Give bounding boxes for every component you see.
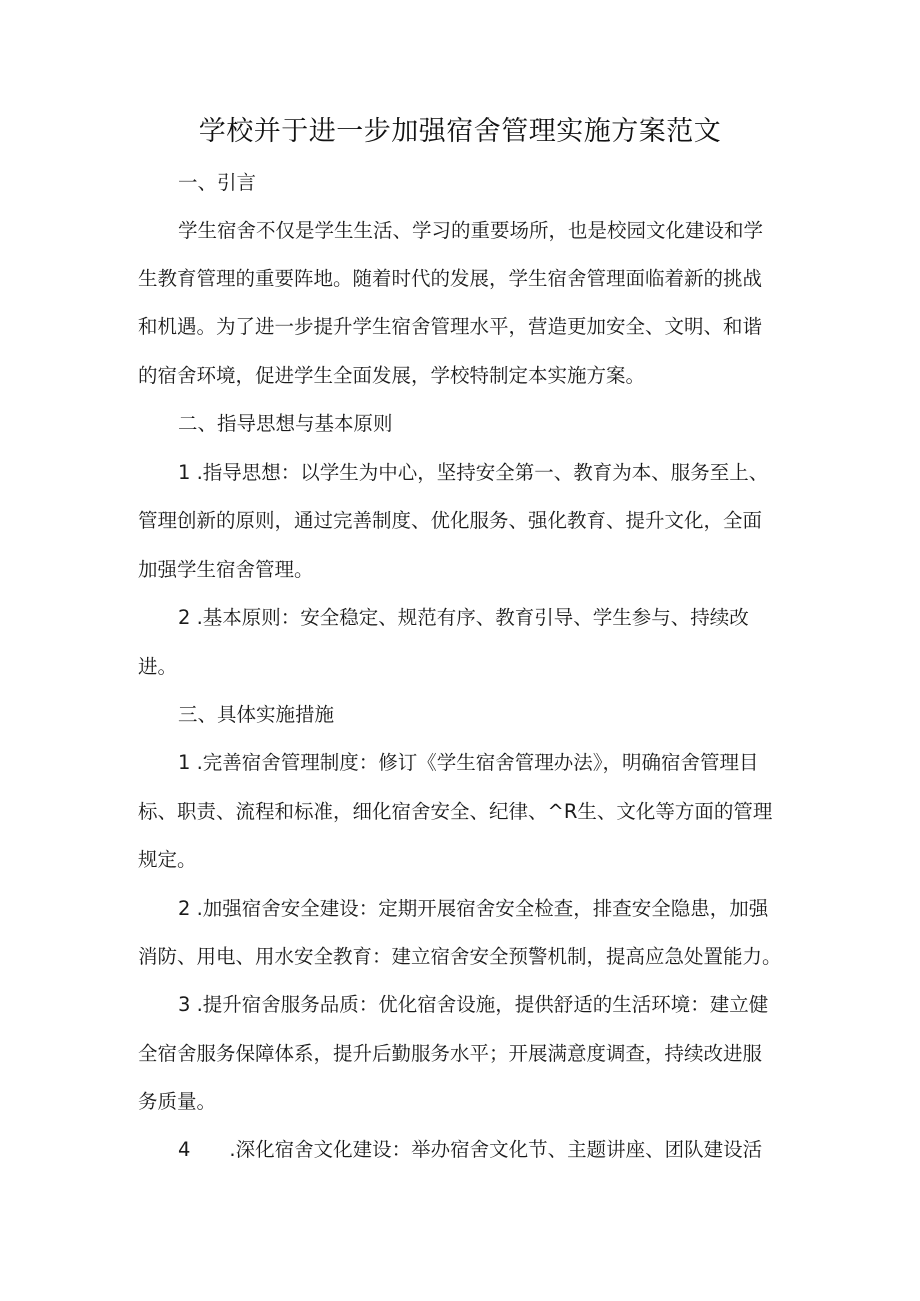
principle-line: 进。	[138, 655, 178, 678]
section-heading-intro: 一、引言	[178, 171, 257, 194]
guide-line: 加强学生宿舍管理。	[138, 558, 314, 581]
measure-line: 标、职责、流程和标准，细化宿舍安全、纪律、^R生、文化等方面的管理	[138, 800, 773, 823]
measure-line: 3 .提升宿舍服务品质：优化宿舍设施，提供舒适的生活环境：建立健	[178, 993, 769, 1016]
section-heading-principles: 二、指导思想与基本原则	[178, 412, 393, 435]
measure-line: 4 .深化宿舍文化建设：举办宿舍文化节、主题讲座、团队建设活	[178, 1138, 763, 1161]
principle-line: 2 .基本原则：安全稳定、规范有序、教育引导、学生参与、持续改	[178, 606, 749, 629]
measure-line: 消防、用电、用水安全教育：建立宿舍安全预警机制，提高应急处置能力。	[138, 945, 782, 968]
guide-line: 管理创新的原则，通过完善制度、优化服务、强化教育、提升文化，全面	[138, 509, 763, 532]
measure-line: 规定。	[138, 848, 197, 871]
section-heading-measures: 三、具体实施措施	[178, 703, 335, 726]
document-title: 学校并于进一步加强宿舍管理实施方案范文	[198, 116, 722, 147]
intro-line: 和机遇。为了进一步提升学生宿舍管理水平，营造更加安全、文明、和谐	[138, 315, 763, 338]
intro-line: 的宿舍环境，促进学生全面发展，学校特制定本实施方案。	[138, 364, 646, 387]
intro-line: 学生宿舍不仅是学生生活、学习的重要场所，也是校园文化建设和学	[178, 219, 764, 242]
measure-line: 1 .完善宿舍管理制度：修订《学生宿舍管理办法》，明确宿舍管理目	[178, 751, 759, 774]
guide-line: 1 .指导思想：以学生为中心，坚持安全第一、教育为本、服务至上、	[178, 461, 769, 484]
measure-line: 务质量。	[138, 1090, 217, 1113]
measure-line: 2 .加强宿舍安全建设：定期开展宿舍安全检查，排查安全隐患，加强	[178, 897, 769, 920]
intro-line: 生教育管理的重要阵地。随着时代的发展，学生宿舍管理面临着新的挑战	[138, 267, 763, 290]
measure-line: 全宿舍服务保障体系，提升后勤服务水平；开展满意度调查，持续改进服	[138, 1042, 763, 1065]
